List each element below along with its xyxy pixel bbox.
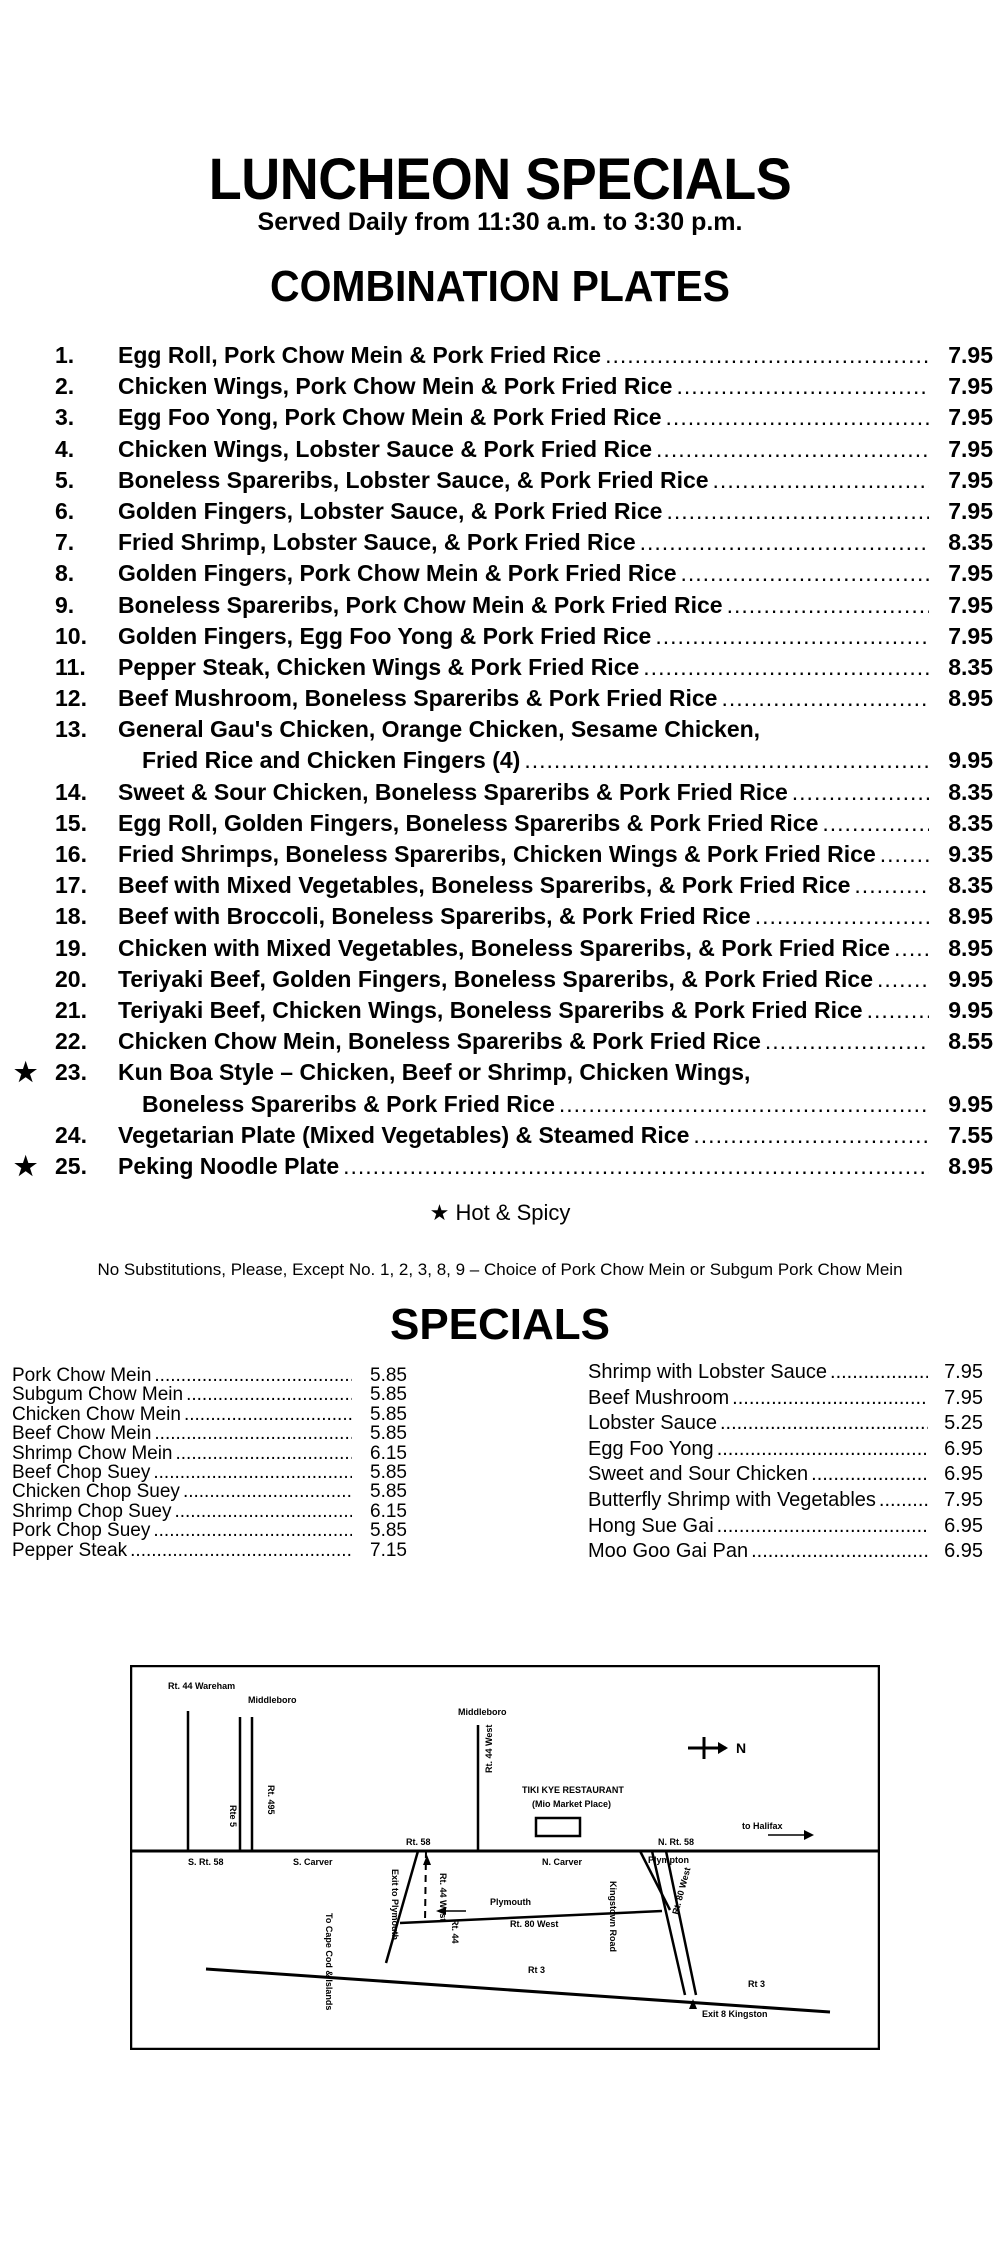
map-label-s-carver: S. Carver (293, 1857, 333, 1867)
combo-row (0, 995, 1000, 1026)
special-item (588, 1386, 983, 1412)
special-price: 6.15 (370, 1442, 407, 1464)
combo-number: 8. (55, 560, 75, 587)
combo-price: 7.95 (948, 560, 993, 587)
dot-leader (732, 1386, 928, 1412)
combo-number: 4. (55, 435, 75, 462)
map-label-rt3-right: Rt 3 (748, 1979, 766, 1989)
special-price: 6.95 (944, 1463, 983, 1486)
dot-leader (720, 1411, 928, 1437)
special-item (12, 1482, 407, 1501)
special-price: 5.85 (370, 1403, 407, 1425)
combo-row (0, 402, 1000, 433)
combo-number: 16. (55, 841, 87, 867)
map-label-rt44-south: Rt. 44 (450, 1919, 460, 1944)
dot-leader (755, 901, 929, 932)
map-label-rt3: Rt 3 (528, 1965, 546, 1975)
combo-name: Chicken Wings, Lobster Sauce & Pork Fried Rice (118, 435, 653, 462)
map-label-rt5: Rte 5 (228, 1805, 238, 1828)
dot-leader (811, 1462, 928, 1488)
combo-row (0, 1026, 1000, 1057)
combo-number: 10. (55, 622, 87, 649)
combo-name: Sweet & Sour Chicken, Boneless Spareribs & Pork Fried Rice (118, 778, 788, 805)
map-label-to-cape-cod: To Cape Cod & Islands (324, 1913, 334, 2011)
combo-number: 20. (55, 965, 87, 992)
map-label-rt44-west-vertical: Rt. 44 West (438, 1873, 448, 1922)
combo-number: 12. (55, 685, 87, 712)
combo-price: 7.55 (948, 1121, 993, 1148)
special-name: Hong Sue Gai (588, 1514, 714, 1537)
map-label-rt44-west: Rt. 44 West (484, 1724, 494, 1773)
combo-number: 6. (55, 497, 75, 524)
special-name: Pepper Steak (12, 1539, 128, 1561)
special-item (12, 1502, 407, 1521)
dot-leader (640, 527, 929, 558)
combo-row (0, 839, 1000, 870)
special-price: 7.95 (944, 1386, 983, 1409)
special-name: Chicken Chop Suey (12, 1481, 180, 1503)
specials-heading: SPECIALS (389, 1300, 611, 1349)
combo-price: 8.35 (948, 653, 993, 680)
combo-name: Chicken Wings, Pork Chow Mein & Pork Fried Rice (118, 373, 673, 400)
combo-row (0, 1120, 1000, 1151)
dot-leader (680, 558, 929, 589)
combo-row (0, 558, 1000, 589)
special-item (588, 1488, 983, 1514)
special-name: Shrimp Chow Mein (12, 1442, 173, 1464)
dot-leader (879, 1488, 928, 1514)
combo-name: Egg Foo Yong, Pork Chow Mein & Pork Fried Rice (118, 404, 662, 431)
special-item (588, 1411, 983, 1437)
special-item (12, 1521, 407, 1540)
combination-plates-list (0, 340, 1000, 1182)
dot-leader (605, 340, 929, 371)
special-item (588, 1514, 983, 1540)
dot-leader (130, 1541, 352, 1560)
dot-leader (186, 1385, 352, 1404)
combo-row (0, 340, 1000, 371)
map-label-rt58-right: N. Rt. 58 (658, 1837, 695, 1847)
combo-name: General Gau's Chicken, Orange Chicken, Sesame Chicken, (118, 716, 761, 743)
combo-number: 3. (55, 404, 75, 431)
dot-leader (666, 402, 929, 433)
combo-name: Fried Rice and Chicken Fingers (4) (142, 747, 521, 774)
combo-name: Boneless Spareribs, Pork Chow Mein & Pork Fried Rice (118, 591, 723, 618)
combo-name: Golden Fingers, Pork Chow Mein & Pork Fried Rice (118, 560, 677, 587)
combo-row (0, 808, 1000, 839)
combo-price: 7.95 (948, 622, 993, 649)
dot-leader (176, 1444, 353, 1463)
special-item (12, 1405, 407, 1424)
combo-name: Vegetarian Plate (Mixed Vegetables) & Steamed Rice (118, 1121, 690, 1148)
dot-leader (792, 777, 929, 808)
special-item (12, 1385, 407, 1404)
special-name: Beef Mushroom (588, 1386, 730, 1409)
served-hours: Served Daily from 11:30 a.m. to 3:30 p.m. (257, 208, 743, 236)
special-name: Moo Goo Gai Pan (588, 1540, 749, 1563)
dot-leader (184, 1405, 352, 1424)
special-price: 6.95 (944, 1437, 983, 1460)
dot-leader (721, 683, 929, 714)
map-label-kingstown-road: Kingstown Road (608, 1881, 618, 1952)
special-name: Pork Chop Suey (12, 1520, 151, 1542)
combo-price: 8.95 (948, 1152, 993, 1179)
special-name: Subgum Chow Mein (12, 1384, 184, 1406)
special-name: Chicken Chow Mein (12, 1403, 181, 1425)
dot-leader (713, 465, 929, 496)
special-price: 7.15 (370, 1539, 407, 1561)
dot-leader (643, 652, 929, 683)
combo-row (0, 1151, 1000, 1182)
dot-leader (154, 1424, 352, 1443)
map-label-restaurant: TIKI KYE RESTAURANT (522, 1785, 624, 1795)
map-label-rt44-wareham: Rt. 44 Wareham (168, 1681, 236, 1691)
combo-price: 8.95 (948, 685, 993, 712)
combo-row (0, 870, 1000, 901)
combo-name: Chicken with Mixed Vegetables, Boneless Spareribs, & Pork Fried Rice (118, 934, 891, 961)
dot-leader (676, 371, 929, 402)
map-label-middleboro-left: Middleboro (248, 1695, 297, 1705)
dot-leader (717, 1514, 928, 1540)
special-item (588, 1437, 983, 1463)
special-name: Shrimp Chop Suey (12, 1500, 172, 1522)
combo-name: Golden Fingers, Lobster Sauce, & Pork Fried Rice (118, 497, 663, 524)
combo-number: 15. (55, 809, 87, 836)
combo-price: 8.95 (948, 903, 993, 930)
combo-number: 21. (55, 996, 87, 1023)
combo-name: Egg Roll, Golden Fingers, Boneless Spareribs & Pork Fried Rice (118, 809, 819, 836)
combo-price: 7.95 (948, 497, 993, 524)
special-name: Sweet and Sour Chicken (588, 1463, 809, 1486)
specials-right-column (588, 1360, 983, 1565)
combo-name: Boneless Spareribs, Lobster Sauce, & Pork Fried Rice (118, 466, 709, 493)
map-label-plympton: Plympton (648, 1855, 690, 1865)
special-name: Pork Chow Mein (12, 1365, 152, 1386)
special-price: 5.85 (370, 1365, 407, 1386)
map-label-exit8: Exit 8 Kingston (702, 2009, 768, 2019)
combo-number: 1. (55, 342, 75, 368)
dot-leader (174, 1502, 352, 1521)
special-item (588, 1360, 983, 1386)
special-item (12, 1424, 407, 1443)
combo-name: Fried Shrimp, Lobster Sauce, & Pork Fried Rice (118, 529, 636, 556)
combo-name: Fried Shrimps, Boneless Spareribs, Chicken Wings & Pork Fried Rice (118, 841, 876, 867)
combo-row (0, 964, 1000, 995)
special-price: 5.25 (944, 1412, 983, 1435)
special-item (12, 1366, 407, 1385)
combo-row (0, 621, 1000, 652)
dot-leader (524, 745, 929, 776)
combo-row (0, 590, 1000, 621)
map-label-restaurant-sub: (Mio Market Place) (532, 1799, 612, 1809)
combo-row (0, 496, 1000, 527)
combo-name: Peking Noodle Plate (118, 1152, 340, 1179)
combo-price: 9.95 (948, 996, 993, 1023)
map-border (131, 1666, 879, 2049)
combo-price: 7.95 (948, 466, 993, 493)
combo-row (0, 465, 1000, 496)
special-price: 6.15 (370, 1500, 407, 1522)
special-name: Beef Chow Mein (12, 1423, 152, 1445)
combo-price: 8.35 (948, 872, 993, 899)
dot-leader (854, 870, 929, 901)
combo-row (0, 1089, 1000, 1120)
combo-number: 23. (55, 1059, 87, 1086)
combo-row (0, 1057, 1000, 1088)
combo-price: 9.95 (948, 965, 993, 992)
dot-leader (559, 1089, 929, 1120)
combo-price: 7.95 (948, 435, 993, 462)
dot-leader (830, 1360, 928, 1386)
combo-row (0, 371, 1000, 402)
combo-row (0, 777, 1000, 808)
special-name: Lobster Sauce (588, 1412, 717, 1435)
map-label-rt80-west: Rt. 80 West (510, 1919, 559, 1929)
combo-name: Egg Roll, Pork Chow Mein & Pork Fried Rice (118, 342, 602, 368)
dot-leader (867, 995, 929, 1026)
map-label-exit-to-plymouth: Exit to Plymouth (390, 1869, 400, 1941)
combo-number: 5. (55, 466, 75, 493)
map-label-rt80-west-vertical: Rt. 80 West (670, 1866, 693, 1916)
dot-leader (751, 1539, 928, 1565)
dot-leader (656, 434, 929, 465)
road-rt3 (206, 1969, 830, 2012)
combo-number: 24. (55, 1121, 87, 1148)
special-item (588, 1462, 983, 1488)
combo-name: Chicken Chow Mein, Boneless Spareribs & Pork Fried Rice (118, 1028, 761, 1055)
combo-price: 7.95 (948, 591, 993, 618)
special-item (588, 1539, 983, 1565)
map-label-to-halifax: to Halifax (742, 1821, 783, 1831)
special-price: 5.85 (370, 1520, 407, 1542)
map-label-plymouth: Plymouth (490, 1897, 532, 1907)
dot-leader (666, 496, 929, 527)
combo-name: Beef Mushroom, Boneless Spareribs & Pork Fried Rice (118, 685, 718, 712)
dot-leader (765, 1026, 929, 1057)
combo-price: 7.95 (948, 373, 993, 400)
combo-number: 13. (55, 716, 87, 743)
dot-leader (343, 1151, 929, 1182)
combo-price: 8.35 (948, 778, 993, 805)
combo-price: 9.35 (948, 841, 993, 867)
dot-leader (894, 933, 929, 964)
map-label-n-carver: N. Carver (542, 1857, 583, 1867)
hot-spicy-note: ★ Hot & Spicy (429, 1200, 571, 1225)
dot-leader (183, 1482, 352, 1501)
special-price: 7.95 (944, 1488, 983, 1511)
special-price: 5.85 (370, 1423, 407, 1445)
combo-name: Teriyaki Beef, Chicken Wings, Boneless Spareribs & Pork Fried Rice (118, 996, 863, 1023)
special-item (12, 1444, 407, 1463)
substitutions-note: No Substitutions, Please, Except No. 1, 2, 3, 8, 9 – Choice of Pork Chow Mein or Subgum Pork Chow Mein (97, 1260, 903, 1279)
combo-number: 19. (55, 934, 87, 961)
combo-price: 8.35 (948, 809, 993, 836)
dot-leader (655, 621, 929, 652)
dot-leader (727, 590, 929, 621)
combo-number: 22. (55, 1028, 87, 1055)
combo-row (0, 683, 1000, 714)
combo-row (0, 434, 1000, 465)
map-label-middleboro-right: Middleboro (458, 1707, 507, 1717)
hot-spicy-icon: ★ (14, 1150, 38, 1181)
combination-plates-heading: COMBINATION PLATES (270, 262, 730, 311)
special-name: Butterfly Shrimp with Vegetables (588, 1488, 876, 1511)
combo-name: Beef with Broccoli, Boneless Spareribs, & Pork Fried Rice (118, 903, 751, 930)
combo-price: 8.35 (948, 529, 993, 556)
dot-leader (153, 1521, 352, 1540)
special-price: 6.95 (944, 1514, 983, 1537)
combo-number: 17. (55, 872, 87, 899)
combo-price: 8.55 (948, 1028, 993, 1055)
combo-name: Pepper Steak, Chicken Wings & Pork Fried Rice (118, 653, 640, 680)
special-name: Egg Foo Yong (588, 1437, 714, 1460)
dot-leader (153, 1463, 352, 1482)
map-label-s-rt58: S. Rt. 58 (188, 1857, 224, 1867)
combo-row (0, 527, 1000, 558)
special-name: Beef Chop Suey (12, 1462, 151, 1484)
combo-price: 9.95 (948, 1090, 993, 1117)
restaurant-marker (536, 1818, 580, 1836)
combo-number: 25. (55, 1152, 87, 1179)
arrow-halifax-icon (804, 1830, 814, 1840)
combo-number: 2. (55, 373, 75, 400)
combo-row (0, 933, 1000, 964)
combo-price: 7.95 (948, 404, 993, 431)
combo-number: 18. (55, 903, 87, 930)
dot-leader (822, 808, 929, 839)
combo-name: Boneless Spareribs & Pork Fried Rice (142, 1090, 555, 1117)
hot-spicy-icon: ★ (14, 1057, 38, 1088)
combo-price: 9.95 (948, 747, 993, 774)
special-name: Shrimp with Lobster Sauce (588, 1361, 828, 1383)
arrow-up-icon (423, 1855, 431, 1865)
special-price: 5.85 (370, 1462, 407, 1484)
combo-price: 8.95 (948, 934, 993, 961)
special-item (12, 1541, 407, 1560)
combo-name: Kun Boa Style – Chicken, Beef or Shrimp, Chicken Wings, (118, 1059, 751, 1086)
special-price: 7.95 (944, 1361, 983, 1383)
combo-number: 9. (55, 591, 75, 618)
combo-row (0, 652, 1000, 683)
dot-leader (880, 839, 929, 870)
map-label-rt495: Rt. 495 (266, 1785, 276, 1815)
special-item (12, 1463, 407, 1482)
combo-row (0, 714, 1000, 745)
dot-leader (877, 964, 929, 995)
compass-arrow-icon (718, 1742, 728, 1754)
combo-number: 11. (55, 653, 86, 680)
combo-price: 7.95 (948, 342, 993, 368)
page-title: LUNCHEON SPECIALS (208, 147, 792, 212)
directions-map (130, 1665, 880, 2050)
combo-row (0, 901, 1000, 932)
compass-north-label: N (736, 1740, 747, 1756)
combo-name: Golden Fingers, Egg Foo Yong & Pork Fried Rice (118, 622, 652, 649)
dot-leader (154, 1366, 352, 1385)
map-label-rt58: Rt. 58 (406, 1837, 431, 1847)
special-price: 5.85 (370, 1384, 407, 1406)
special-price: 5.85 (370, 1481, 407, 1503)
combo-name: Beef with Mixed Vegetables, Boneless Spareribs, & Pork Fried Rice (118, 872, 851, 899)
combo-row (0, 745, 1000, 776)
combo-name: Teriyaki Beef, Golden Fingers, Boneless Spareribs, & Pork Fried Rice (118, 965, 873, 992)
combo-number: 7. (55, 529, 75, 556)
specials-left-column (12, 1366, 407, 1560)
dot-leader (717, 1437, 928, 1463)
special-price: 6.95 (944, 1540, 983, 1563)
dot-leader (693, 1120, 929, 1151)
combo-number: 14. (55, 778, 87, 805)
